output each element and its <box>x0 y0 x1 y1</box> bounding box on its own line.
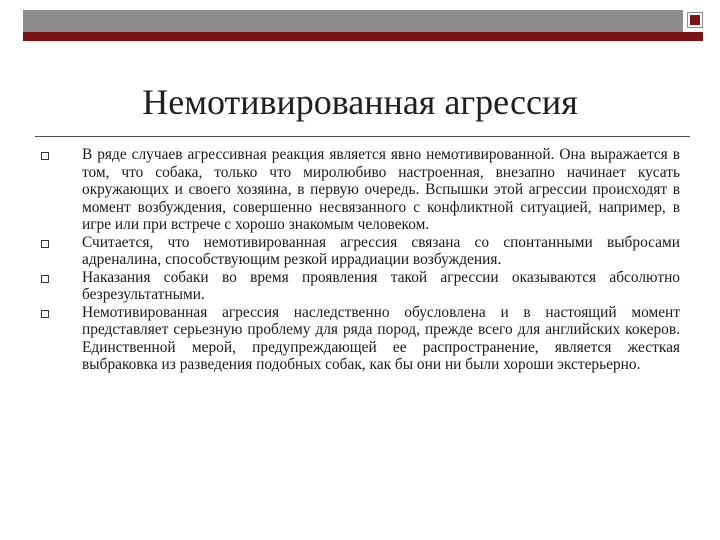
header-accent-bar <box>23 32 703 41</box>
bullet-list <box>30 146 680 374</box>
corner-square-fill-icon <box>690 15 700 25</box>
bullet-text: В ряде случаев агрессивная реакция является явно немотивированной. Она выражается в том, что собака, только что миролюбиво настроенная, внезапно начинает кусать окружающих и своего хозяина, в первую очередь. Вспышки этой агрессии происходят в момент возбуждения, совершенно несвязанного с конфликтной ситуацией, например, в игре или при встрече с хорошо знакомым человеком. <box>82 146 680 233</box>
bullet-item <box>30 234 680 269</box>
bullet-item <box>30 304 680 374</box>
bullet-text: Немотивированная агрессия наследственно обусловлена и в настоящий момент представляет серьезную проблему для ряда пород, прежде всего для английских кокеров. Единственной мерой, предупреждающей ее распространение, является жесткая выбраковка из разведения подобных собак, как бы они ни были хороши экстерьерно. <box>82 303 680 373</box>
bullet-item <box>30 146 680 234</box>
hollow-square-bullet-icon <box>41 240 49 248</box>
bullet-text: Наказания собаки во время проявления такой агрессии оказываются абсолютно безрезультатными. <box>82 268 680 303</box>
bullet-text: Считается, что немотивированная агрессия связана со спонтанными выбросами адреналина, способствующим резкой иррадиации возбуждения. <box>82 233 680 268</box>
hollow-square-bullet-icon <box>41 152 49 160</box>
hollow-square-bullet-icon <box>41 275 49 283</box>
slide-title: Немотивированная агрессия <box>142 82 578 122</box>
title-divider <box>35 136 690 137</box>
header-gray-bar <box>23 10 683 32</box>
hollow-square-bullet-icon <box>41 310 49 318</box>
bullet-item <box>30 269 680 304</box>
